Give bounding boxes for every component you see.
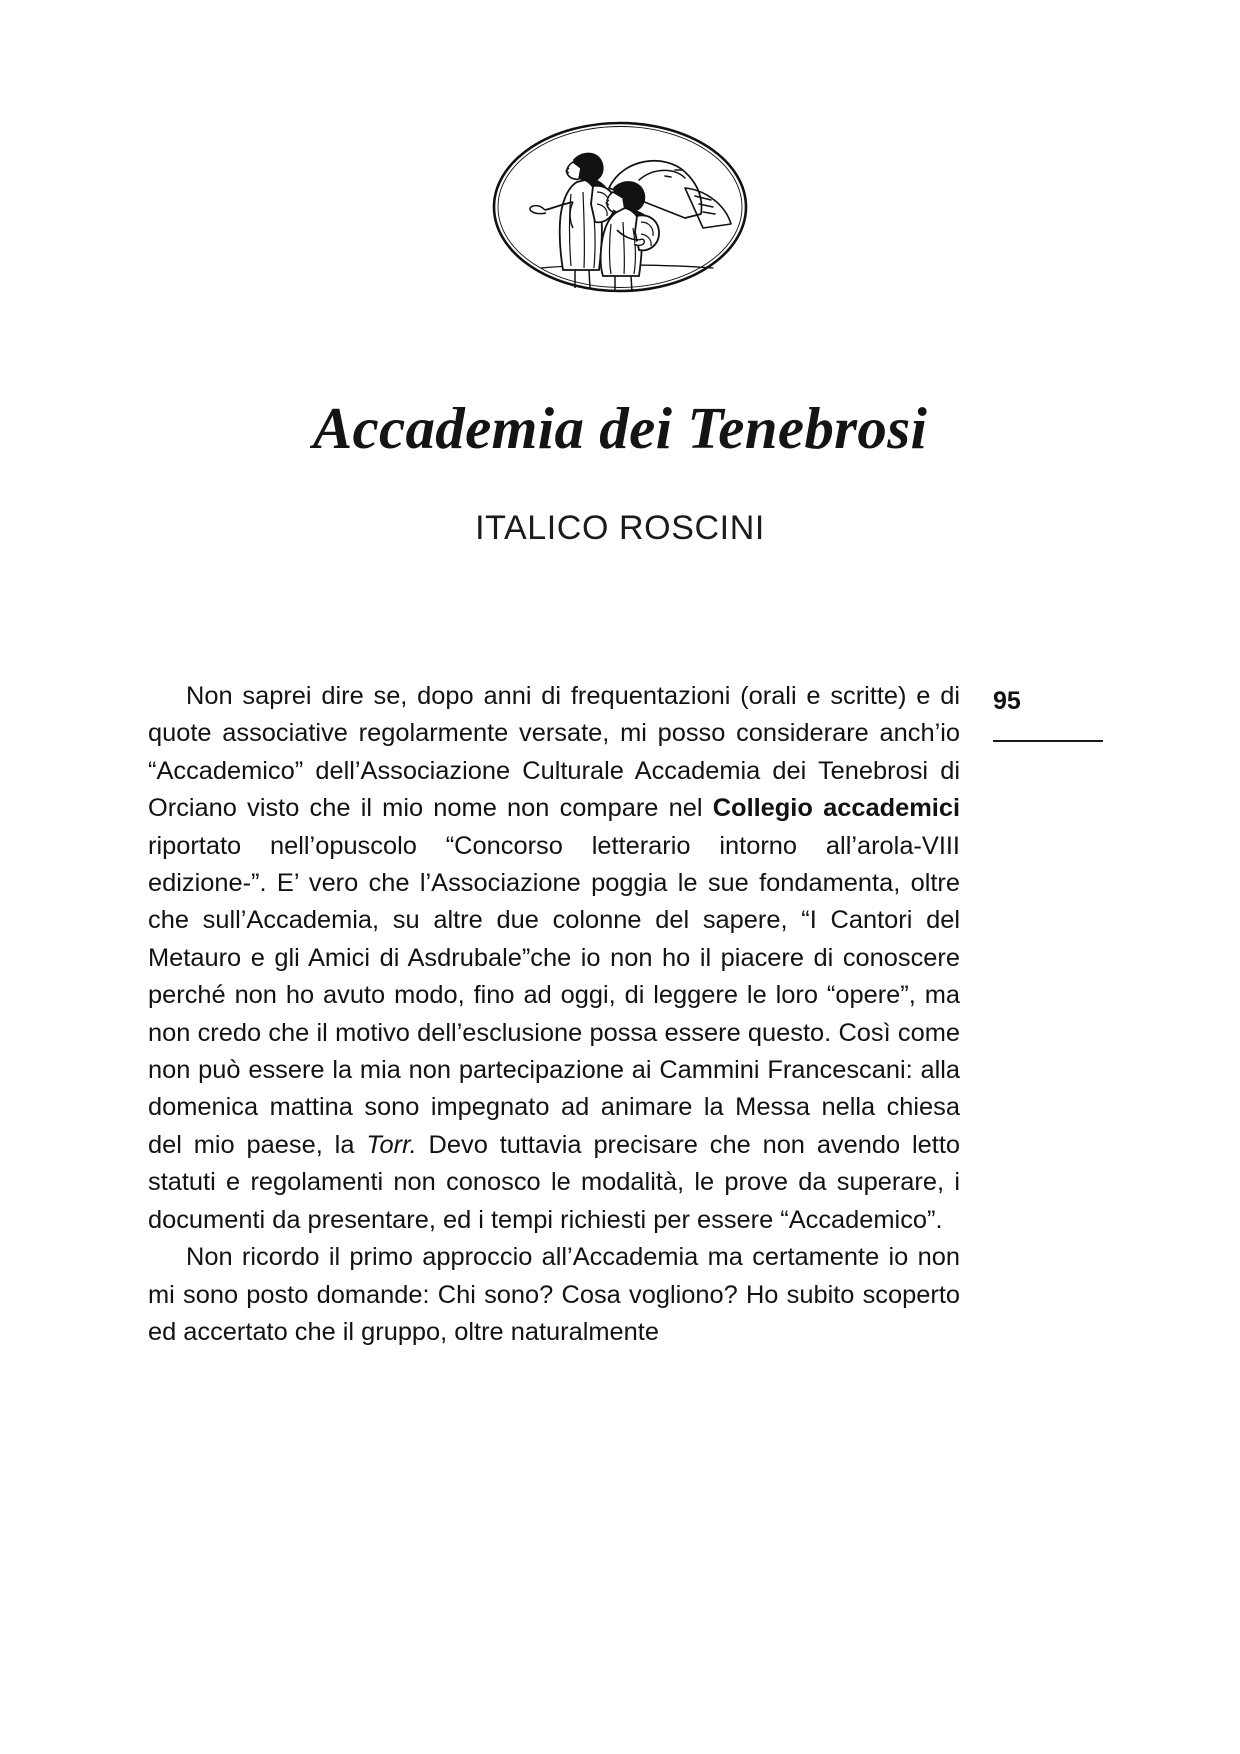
page-title: Accademia dei Tenebrosi [312, 394, 928, 461]
two-pilgrims-oval-vignette-icon [489, 118, 751, 296]
page-number: 95 [993, 687, 1021, 715]
paragraph-1-italic-torr: Torr. [366, 1130, 417, 1159]
folio-rule [993, 740, 1103, 742]
paragraph-1-part-3: Devo tuttavia precisare che non avendo letto statuti e regolamenti non conosco le modalità, le prove da superare, i documenti da presentare, ed i tempi richiesti per essere “Accademico”. [148, 1130, 960, 1234]
paragraph-1-part-1: Non saprei dire se, dopo anni di frequentazioni (orali e scritte) e di quote associative regolarmente versate, mi posso considerare anch’io “Accademico” dell’Associazione Culturale Accademia dei Tenebrosi di Orciano visto che il mio nome non compare nel [148, 682, 960, 823]
paragraph-1-part-2: riportato nell’opuscolo “Concorso letterario intorno all’arola-VIII edizione-”. E’ vero che l’Associazione poggia le sue fondamenta, oltre che sull’Accademia, su altre due colonne del sapere, “I Cantori del Metauro e gli Amici di Asdrubale”che io non ho il piacere di conoscere perché non ho avuto modo, fino ad oggi, di leggere le loro “opere”, ma non credo che il motivo dell’esclusione possa essere questo. Così come non può essere la mia non partecipazione ai Cammini Francescani: alla domenica mattina sono impegnato ad animare la Messa nella chiesa del mio paese, la [148, 831, 960, 1159]
author-byline: ITALICO ROSCINI [475, 509, 765, 547]
folio [993, 689, 1103, 742]
pilgrim-back [601, 181, 659, 292]
header-illustration [0, 118, 1240, 296]
body-paragraph-1 [148, 678, 960, 1239]
body-paragraph-2: Non ricordo il primo approccio all’Accademia ma certamente io non mi sono posto domande: Chi sono? Cosa vogliono? Ho subito scoperto ed accertato che il gruppo, oltre naturalmente [148, 1243, 960, 1346]
article-body [148, 678, 960, 1351]
paragraph-1-bold-collegio-accademici: Collegio accademici [712, 794, 961, 823]
